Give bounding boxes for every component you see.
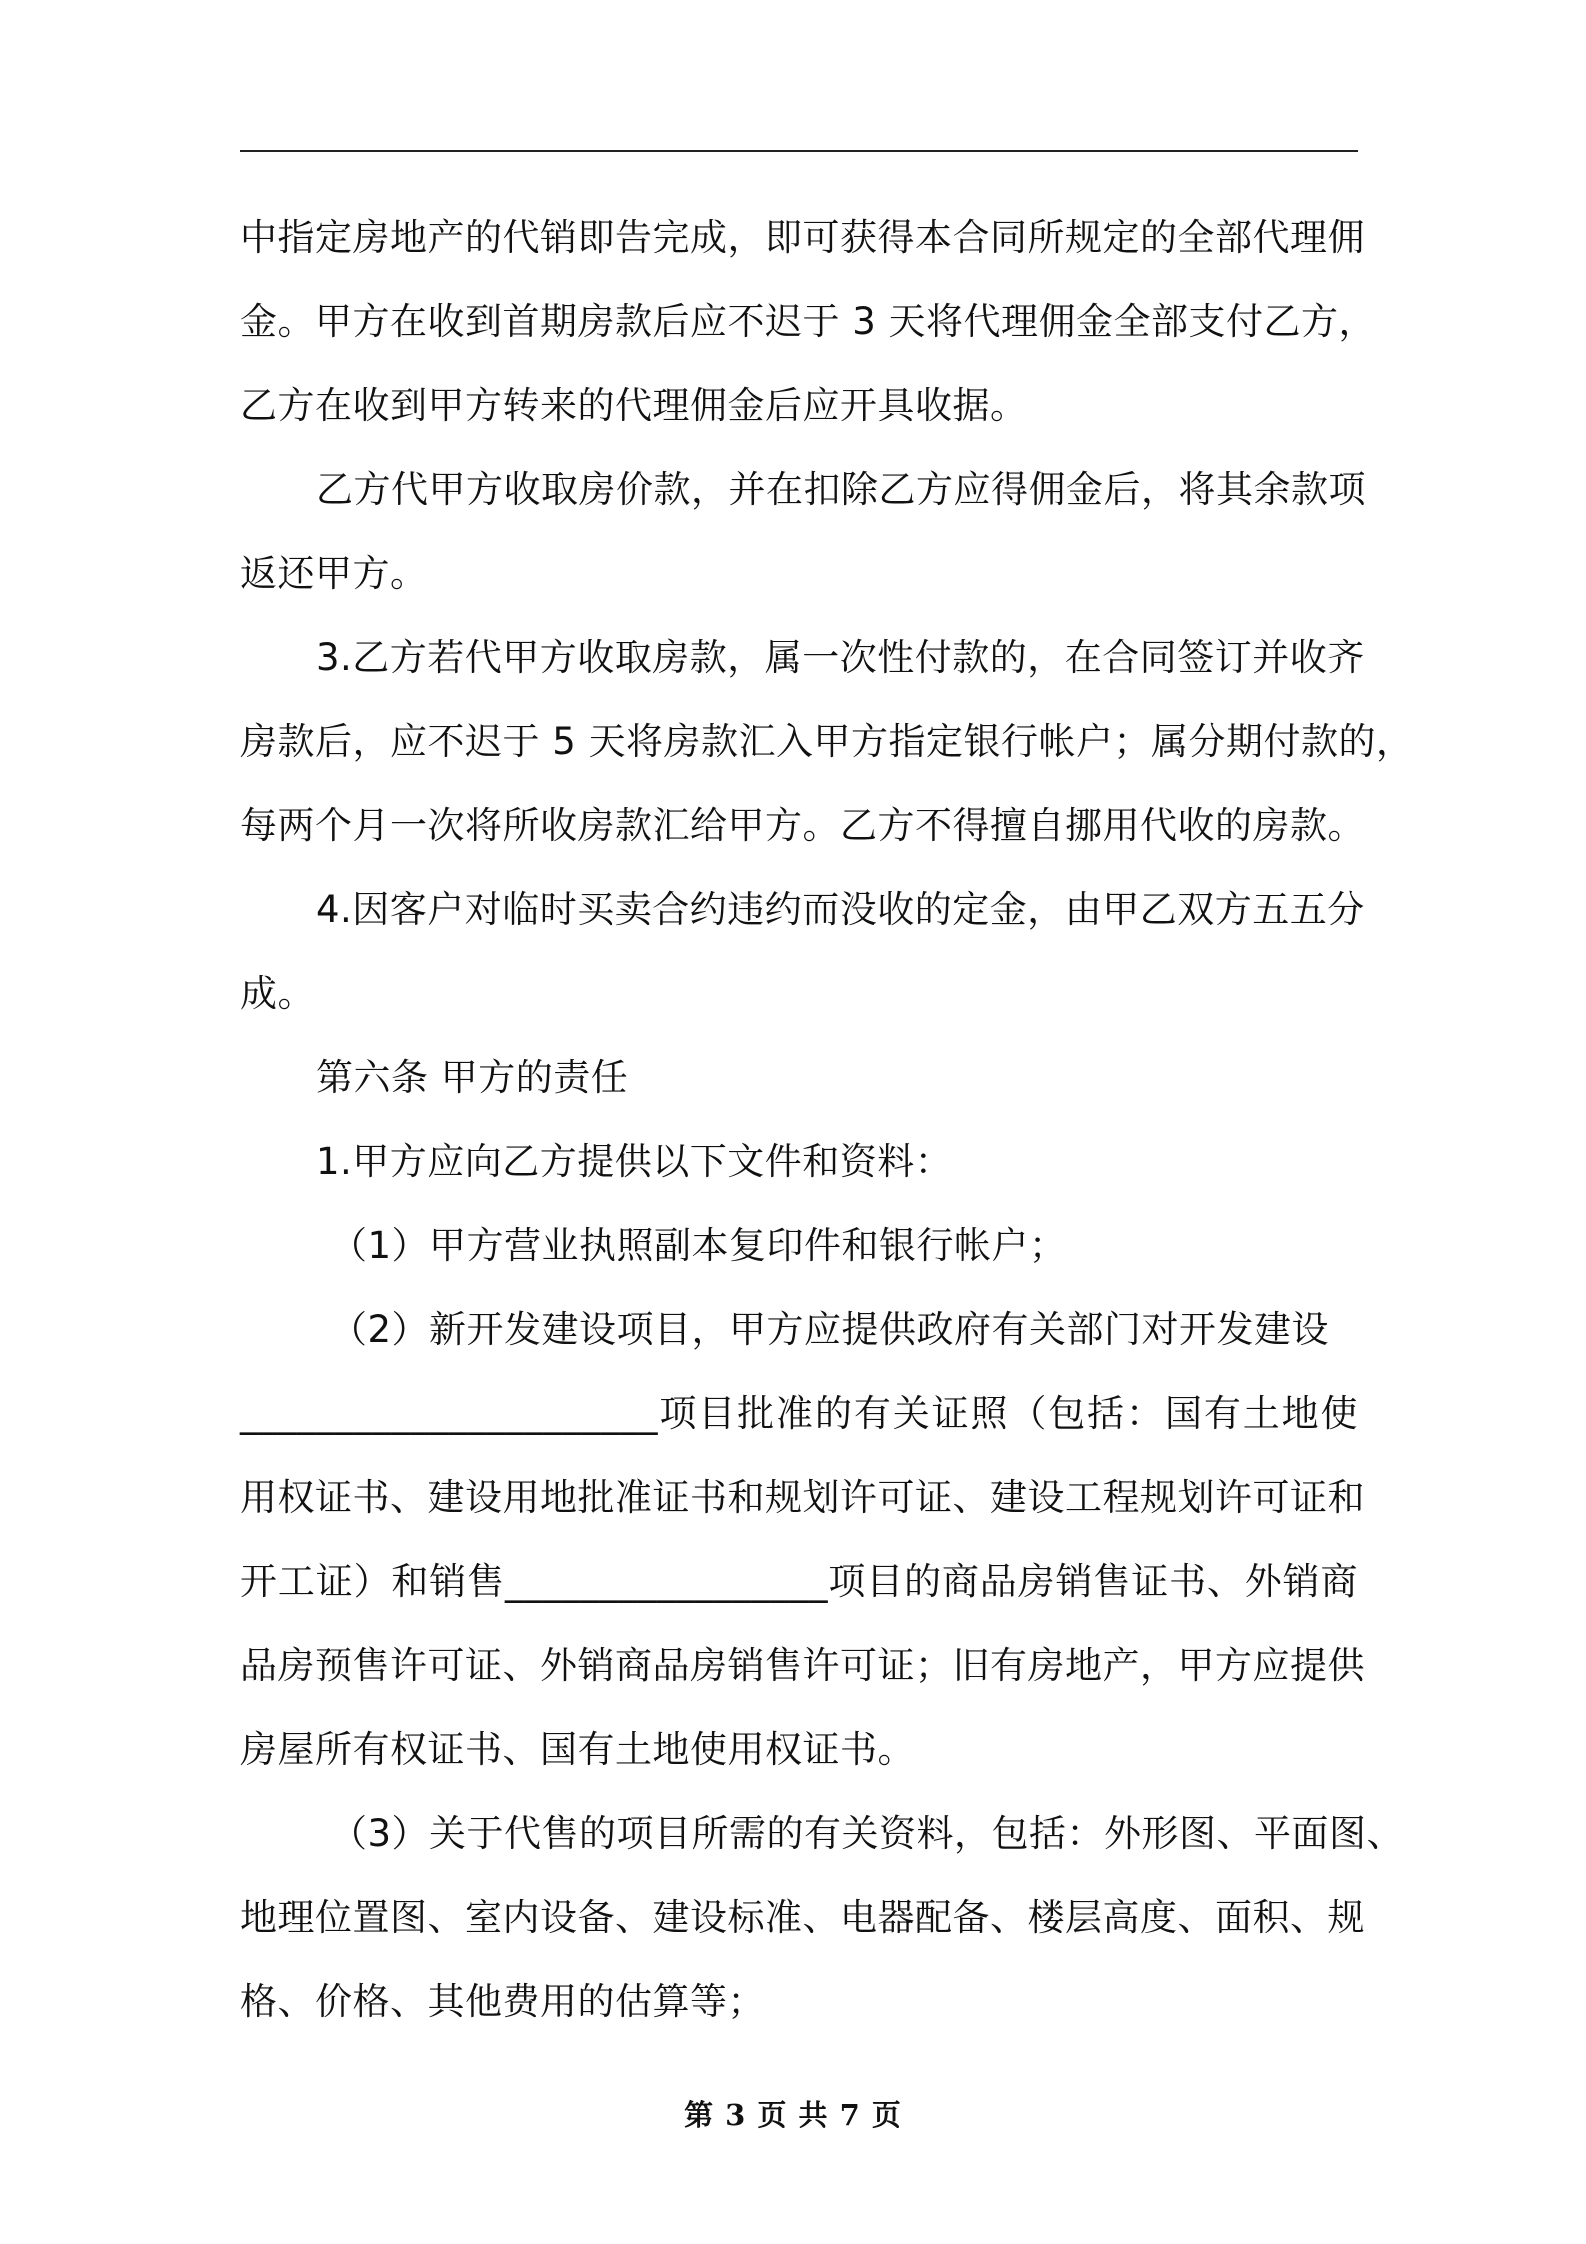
text-line: 中指定房地产的代销即告完成，即可获得本合同所规定的全部代理佣 [240, 216, 1365, 259]
text-line: 返还甲方。 [240, 552, 428, 595]
text-line: 3.乙方若代甲方收取房款，属一次性付款的，在合同签订并收齐 [316, 636, 1365, 679]
text-line: 格、价格、其他费用的估算等； [240, 1980, 765, 2023]
text-line: （2）新开发建设项目，甲方应提供政府有关部门对开发建设 [330, 1308, 1330, 1351]
text-line: 金。甲方在收到首期房款后应不迟于 3 天将代理佣金全部支付乙方， [240, 300, 1377, 343]
text-line: 乙方在收到甲方转来的代理佣金后应开具收据。 [240, 384, 1028, 427]
page-number: 第 3 页 共 7 页 [684, 2098, 902, 2132]
text-line: 4.因客户对临时买卖合约违约而没收的定金，由甲乙双方五五分 [316, 888, 1365, 931]
header-rule [240, 150, 1358, 152]
text-line: 乙方代甲方收取房价款，并在扣除乙方应得佣金后，将其余款项 [316, 468, 1366, 511]
text-line: 房款后，应不迟于 5 天将房款汇入甲方指定银行帐户；属分期付款的， [240, 720, 1414, 763]
text-line: 品房预售许可证、外销商品房销售许可证；旧有房地产，甲方应提供 [240, 1644, 1365, 1687]
text-line: 地理位置图、室内设备、建设标准、电器配备、楼层高度、面积、规 [240, 1896, 1365, 1939]
text-line: 开工证）和销售_________________项目的商品房销售证书、外销商 [240, 1560, 1358, 1603]
text-line: （3）关于代售的项目所需的有关资料，包括：外形图、平面图、 [330, 1812, 1405, 1855]
text-line: 用权证书、建设用地批准证书和规划许可证、建设工程规划许可证和 [240, 1476, 1365, 1519]
text-line: （1）甲方营业执照副本复印件和银行帐户； [330, 1224, 1067, 1267]
text-line: 1.甲方应向乙方提供以下文件和资料： [316, 1140, 953, 1183]
text-line: ______________________项目批准的有关证照（包括：国有土地使 [240, 1392, 1358, 1435]
text-line: 成。 [240, 972, 315, 1015]
document-body [240, 196, 1414, 2044]
section-heading: 第六条 甲方的责任 [316, 1056, 629, 1099]
text-line: 房屋所有权证书、国有土地使用权证书。 [240, 1728, 915, 1771]
text-line: 每两个月一次将所收房款汇给甲方。乙方不得擅自挪用代收的房款。 [240, 804, 1365, 847]
